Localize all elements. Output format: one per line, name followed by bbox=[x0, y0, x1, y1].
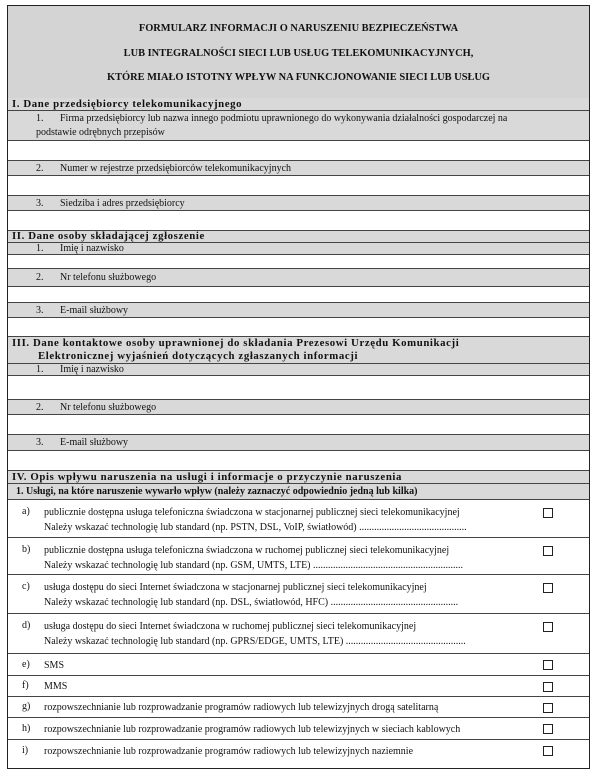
service-g-checkbox[interactable] bbox=[543, 703, 553, 713]
service-item-a bbox=[8, 500, 589, 538]
field-number: 1. bbox=[36, 364, 44, 375]
item-letter: d) bbox=[22, 620, 31, 631]
notification-form bbox=[7, 5, 590, 769]
reporter-phone-label: Nr telefonu służbowego bbox=[60, 272, 157, 283]
contact-email-label-row bbox=[8, 435, 589, 451]
item-technology-prompt: Należy wskazać technologię lub standard (np. GPRS/EDGE, UMTS, LTE) ................................................ bbox=[44, 636, 466, 647]
service-f-checkbox[interactable] bbox=[543, 682, 553, 692]
service-d-checkbox[interactable] bbox=[543, 622, 553, 632]
service-b-checkbox[interactable] bbox=[543, 546, 553, 556]
field-number: 3. bbox=[36, 437, 44, 448]
item-label: SMS bbox=[44, 660, 65, 671]
item-label: rozpowszechnianie lub rozprowadzanie programów radiowych lub telewizyjnych drogą satelitarną bbox=[44, 702, 439, 713]
item-letter: i) bbox=[22, 745, 29, 756]
field-number: 2. bbox=[36, 402, 44, 413]
reporter-phone-label-row bbox=[8, 269, 589, 287]
section-2-title: II. Dane osoby składającej zgłoszenie bbox=[12, 230, 205, 242]
address-label-row bbox=[8, 196, 589, 211]
item-letter: h) bbox=[22, 723, 31, 734]
section-2-heading bbox=[8, 231, 589, 243]
field-number: 1. bbox=[36, 243, 44, 254]
contact-name-label: Imię i nazwisko bbox=[60, 364, 124, 375]
item-technology-prompt: Należy wskazać technologię lub standard (np. DSL, światłowód, HFC) ................................................... bbox=[44, 597, 459, 608]
form-title-line-3: KTÓRE MIAŁO ISTOTNY WPŁYW NA FUNKCJONOWANIE SIECI LUB USŁUG bbox=[107, 72, 490, 83]
field-number: 2. bbox=[36, 272, 44, 283]
item-technology-prompt: Należy wskazać technologię lub standard (np. GSM, UMTS, LTE) ............................................................ bbox=[44, 560, 464, 571]
company-name-label-continued: podstawie odrębnych przepisów bbox=[36, 127, 165, 138]
service-h-checkbox[interactable] bbox=[543, 724, 553, 734]
register-number-label-row bbox=[8, 161, 589, 176]
service-item-c bbox=[8, 575, 589, 614]
item-letter: f) bbox=[22, 680, 29, 691]
item-label: rozpowszechnianie lub rozprowadzanie programów radiowych lub telewizyjnych naziemnie bbox=[44, 746, 414, 757]
reporter-name-field[interactable] bbox=[8, 255, 589, 269]
item-technology-prompt: Należy wskazać technologię lub standard (np. PSTN, DSL, VoIP, światłowód) ........................................... bbox=[44, 522, 467, 533]
service-c-checkbox[interactable] bbox=[543, 583, 553, 593]
service-e-checkbox[interactable] bbox=[543, 660, 553, 670]
section-1-title: I. Dane przedsiębiorcy telekomunikacyjnego bbox=[12, 98, 243, 110]
register-number-label: Numer w rejestrze przedsiębiorców telekomunikacyjnych bbox=[60, 163, 292, 174]
service-i-checkbox[interactable] bbox=[543, 746, 553, 756]
section-3-heading bbox=[8, 337, 589, 364]
item-label: publicznie dostępna usługa telefoniczna świadczona w stacjonarnej publicznej sieci telekomunikacyjnej bbox=[44, 507, 460, 518]
item-label: usługa dostępu do sieci Internet świadczona w ruchomej publicznej sieci telekomunikacyjnej bbox=[44, 621, 417, 632]
services-subheading bbox=[8, 484, 589, 500]
address-label: Siedziba i adres przedsiębiorcy bbox=[60, 198, 185, 209]
service-item-f bbox=[8, 676, 589, 697]
item-letter: b) bbox=[22, 544, 31, 555]
service-item-d bbox=[8, 614, 589, 654]
service-item-g bbox=[8, 697, 589, 718]
form-header bbox=[8, 6, 589, 99]
company-name-label: Firma przedsiębiorcy lub nazwa innego podmiotu uprawnionego do wykonywania działalności gospodarczej na bbox=[60, 113, 508, 124]
reporter-email-label-row bbox=[8, 303, 589, 318]
register-number-field[interactable] bbox=[8, 176, 589, 196]
item-letter: a) bbox=[22, 506, 30, 517]
form-title-line-2: LUB INTEGRALNOŚCI SIECI LUB USŁUG TELEKOMUNIKACYJNYCH, bbox=[123, 48, 474, 59]
item-label: publicznie dostępna usługa telefoniczna świadczona w ruchomej publicznej sieci telekomunikacyjnej bbox=[44, 545, 450, 556]
company-name-field[interactable] bbox=[8, 141, 589, 161]
contact-name-label-row bbox=[8, 364, 589, 376]
item-label: MMS bbox=[44, 681, 68, 692]
reporter-name-label: Imię i nazwisko bbox=[60, 243, 124, 254]
contact-name-field[interactable] bbox=[8, 376, 589, 400]
field-number: 2. bbox=[36, 163, 44, 174]
address-field[interactable] bbox=[8, 211, 589, 231]
service-item-h bbox=[8, 718, 589, 740]
reporter-phone-field[interactable] bbox=[8, 287, 589, 303]
services-subtitle: 1. Usługi, na które naruszenie wywarło wpływ (należy zaznaczyć odpowiednio jedną lub kilka) bbox=[16, 486, 418, 497]
item-letter: c) bbox=[22, 581, 30, 592]
reporter-email-field[interactable] bbox=[8, 318, 589, 337]
contact-email-label: E-mail służbowy bbox=[60, 437, 129, 448]
item-letter: e) bbox=[22, 659, 30, 670]
service-a-checkbox[interactable] bbox=[543, 508, 553, 518]
form-title-line-1: FORMULARZ INFORMACJI O NARUSZENIU BEZPIECZEŃSTWA bbox=[138, 23, 459, 34]
company-name-label-row bbox=[8, 111, 589, 141]
reporter-email-label: E-mail służbowy bbox=[60, 305, 129, 316]
service-item-i bbox=[8, 740, 589, 768]
section-1-heading bbox=[8, 98, 589, 111]
item-letter: g) bbox=[22, 701, 31, 712]
contact-email-field[interactable] bbox=[8, 451, 589, 471]
contact-phone-label-row bbox=[8, 400, 589, 415]
service-item-b bbox=[8, 538, 589, 575]
section-3-title: III. Dane kontaktowe osoby uprawnionej do składania Prezesowi Urzędu Komunikacji bbox=[12, 337, 460, 349]
item-label: rozpowszechnianie lub rozprowadzanie programów radiowych lub telewizyjnych w sieciach kablowych bbox=[44, 724, 461, 735]
section-4-heading bbox=[8, 471, 589, 484]
service-item-e bbox=[8, 654, 589, 676]
field-number: 3. bbox=[36, 198, 44, 209]
item-label: usługa dostępu do sieci Internet świadczona w stacjonarnej publicznej sieci telekomunikacyjnej bbox=[44, 582, 427, 593]
contact-phone-field[interactable] bbox=[8, 415, 589, 435]
reporter-name-label-row bbox=[8, 243, 589, 255]
section-4-title: IV. Opis wpływu naruszenia na usługi i informacje o przyczynie naruszenia bbox=[12, 471, 403, 483]
field-number: 3. bbox=[36, 305, 44, 316]
section-3-title-continued: Elektronicznej wyjaśnień dotyczących zgłaszanych informacji bbox=[38, 350, 359, 362]
contact-phone-label: Nr telefonu służbowego bbox=[60, 402, 157, 413]
field-number: 1. bbox=[36, 113, 44, 124]
